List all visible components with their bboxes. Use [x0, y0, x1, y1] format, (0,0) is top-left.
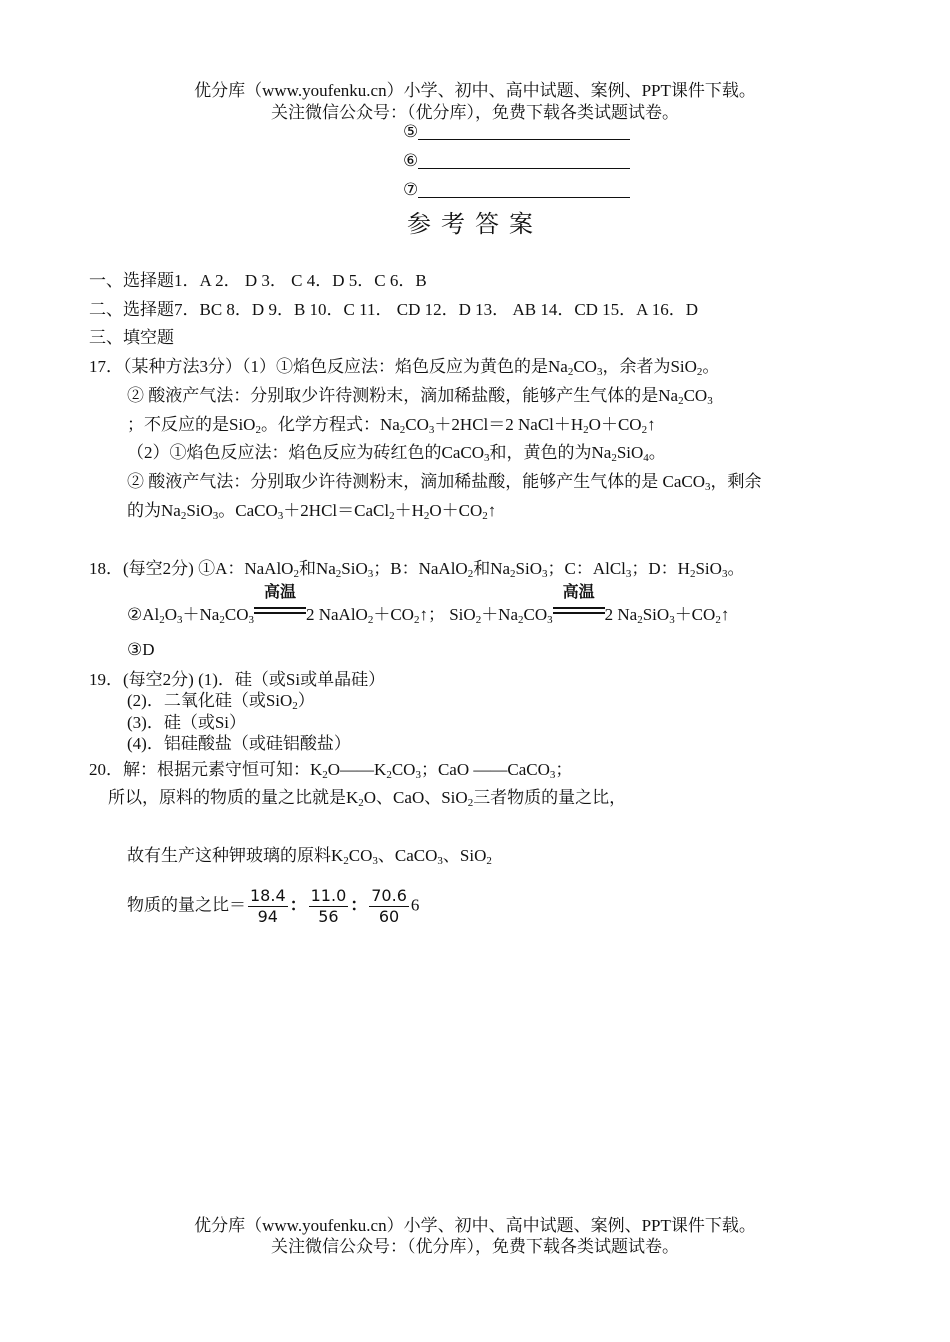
q19-line-3: (3)．硅（或Si）: [127, 713, 246, 732]
q18-line-1: 18．(每空2分) ①A：NaAlO$_2$和$Na_2SiO_3$；B：NaAlO$_2$和$Na_2SiO_3$；C：AlCl$_3$；D：$H_2SiO_3$。: [89, 559, 745, 580]
page-title: 参考答案: [407, 212, 543, 238]
answer-blank-5: ⑤: [403, 122, 630, 142]
q17-line-1: 17．（某种方法3分）（1）①焰色反应法：焰色反应为黄色的是$Na_2CO_3$，余者为SiO$_2$。: [89, 357, 720, 378]
q20-line-1: 20．解：根据元素守恒可知：$K_2O——K_2CO_3$；CaO ——CaCO$_3$；: [89, 760, 573, 781]
reaction-condition-arrow: 高温: [254, 602, 306, 622]
fraction-sio2: $\frac{70.6}{60}$: [371, 886, 407, 926]
q19-line-1: 19．(每空2分) (1)．硅（或Si或单晶硅）: [89, 670, 386, 689]
q19-line-4: (4)．铝硅酸盐（或硅铝酸盐）: [127, 734, 351, 753]
header-line-1: 优分库（www.youfenku.cn）小学、初中、高中试题、案例、PPT课件下载。: [194, 81, 756, 100]
q17-line-3: ；不反应的是SiO$_2$。化学方程式：$Na_2CO_3+2HCl=2$ $NaCl+H_2O+CO_2↑$: [127, 415, 656, 436]
section-choice-1: 一、选择题1．A 2． D 3． C 4．D 5．C 6．B: [89, 271, 427, 290]
q17-line-2: ② 酸液产气法：分别取少许待测粉末，滴加稀盐酸，能够产生气体的是$Na_2CO_3$: [127, 386, 713, 407]
q20-ratio: 物质的量之比＝ $\frac{18.4}{94}$ ： $\frac{11.0}{56}$ ： $\frac{70.6}{60}$ 6: [127, 886, 420, 926]
section-choice-2: 二、选择题7．BC 8．D 9．B 10．C 11． CD 12．D 13． AB 14．CD 15．A 16．D: [89, 300, 699, 319]
answer-blank-7: ⑦: [403, 180, 630, 200]
answer-blank-6: ⑥: [403, 151, 630, 171]
q20-line-3: 故有生产这种钾玻璃的原料$K_2CO_3$、CaCO$_3$、SiO$_2$: [127, 846, 492, 867]
header-line-2: 关注微信公众号：（优分库），免费下载各类试题试卷。: [271, 103, 679, 122]
q18-line-3: ③D: [127, 640, 155, 659]
fraction-k2o: $\frac{18.4}{94}$: [250, 886, 286, 926]
footer-line-1: 优分库（www.youfenku.cn）小学、初中、高中试题、案例、PPT课件下载。: [194, 1216, 756, 1235]
footer-line-2: 关注微信公众号：（优分库），免费下载各类试题试卷。: [271, 1237, 679, 1256]
fraction-cao: $\frac{11.0}{56}$: [310, 886, 347, 926]
q17-line-5: ② 酸液产气法：分别取少许待测粉末，滴加稀盐酸，能够产生气体的是 CaCO$_3$，剩余: [127, 472, 762, 493]
q19-line-2: (2)．二氧化硅（或SiO$_2$）: [127, 691, 315, 712]
q17-line-4: （2）①焰色反应法：焰色反应为砖红色的CaCO$_3$和，黄色的为$Na_2SiO_4$。: [127, 443, 666, 464]
q20-line-2: 所以，原料的物质的量之比就是$K_2O$、CaO、SiO$_2$三者物质的量之比，: [108, 788, 627, 809]
q17-line-6: 的为$Na_2SiO_3$。$CaCO_3+2HCl=CaCl_2+H_2O+CO_2↑$: [127, 501, 497, 522]
q18-line-2: $②Al_2O_3+Na_2CO_3$ 高温 2 $NaAlO_2+CO_2↑$； $SiO_2+Na_2CO_3$ 高温 2 $Na_2SiO_3+CO_2↑$: [127, 582, 730, 626]
reaction-condition-arrow: 高温: [553, 602, 605, 622]
section-fill-blank: 三、填空题: [89, 328, 174, 347]
